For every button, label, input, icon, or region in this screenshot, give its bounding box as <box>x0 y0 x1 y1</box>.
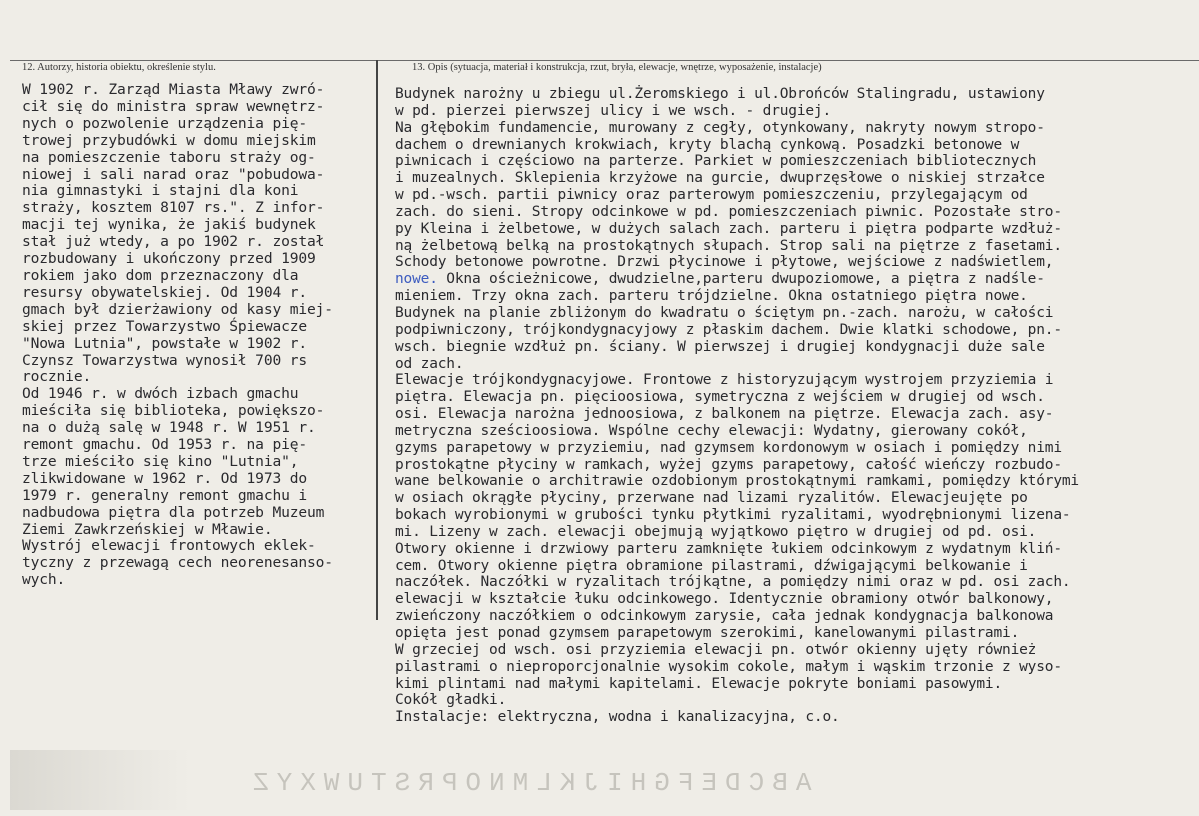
column-divider <box>376 60 378 620</box>
description-part-1: Budynek narożny u zbiegu ul.Żeromskiego i ul.Obrońców Stalingradu, ustawiony w pd. pierzei pierwszej ulicy i we wsch. - drugiej. Na głębokim fundamencie, murowany z cegły, otynkowany, nakryty nowym stropo- dachem o drewnianych krokwiach, kryty blachą cynkową. Posadzki betonowe w piwnicach i częściowo na parterze. Parkiet w pomieszczeniach bibliotecznych i muzealnych. Sklepienia krzyżowe na gurcie, dwuprzęsłowe o niskiej strzałce w pd.-wsch. partii piwnicy oraz parterowym pomieszczeniu, przylegającym od zach. do sieni. Stropy odcinkowe w pd. pomieszczeniach piwnic. Pozostałe stro- py Kleina i żelbetowe, w dużych salach zach. parteru i piętra podparte wzdłuż- ną żelbetową belką na prostokątnych słupach. Strop sali na piętrze z fasetami. Schody betonowe powrotne. Drzwi płycinowe i płytowe, wejściowe z nadświetlem, <box>395 86 1062 271</box>
section-13-title: 13. Opis (sytuacja, materiał i konstrukcja, rzut, bryła, elewacje, wnętrze, wyposażenie, instalacje) <box>412 62 822 73</box>
description-part-2: Okna ościeżnicowe, dwudzielne,parteru dwupoziomowe, a piętra z nadśle- mieniem. Trzy okna zach. parteru trójdzielne. Okna ostatniego piętra nowe. Budynek na planie zbliżonym do kwadratu o ściętym pn.-zach. narożu, w całości podpiwniczony, trójkondygnacyjowy z płaskim dachem. Dwie klatki schodowe, pn.- wsch. biegnie wzdłuż pn. ściany. W pierwszej i drugiej kondygnacji duże sale od zach. Elewacje trójkondygnacyjowe. Frontowe z historyzującym wystrojem przyziemia i piętra. Elewacja pn. pięcioosiowa, symetryczna z wejściem w drugiej od wsch. osi. Elewacja narożna jednoosiowa, z balkonem na piętrze. Elewacja zach. asy- metryczna sześcioosiowa. Wspólne cechy elewacji: Wydatny, gierowany cokół, gzyms parapetowy w przyziemiu, nad gzymsem kordonowym w osiach i pomiędzy nimi prostokątne płyciny w ramkach, wyżej gzyms parapetowy, całość wieńczy rozbudo- wane belkowanie o architrawie ozdobionym prostokątnymi ramkami, pomiędzy którymi w osiach okrągłe płyciny, przerwane nad lizami ryzalitów. Elewacjeujęte po bokach wyrobionymi w grubości tynku płytkimi ryzalitami, wyodrębnionymi lizena- mi. Lizeny w zach. elewacji obejmują wyjątkowo piętro w drugiej od pd. osi. Otwory okienne i drzwiowy parteru zamknięte łukiem odcinkowym z wydatnym kliń- cem. Otwory okienne piętra obramione pilastrami, dźwigającymi belkowanie i naczółek. Naczółki w ryzalitach trójkątne, a pomiędzy nimi oraz w pd. osi zach. elewacji w kształcie łuku odcinkowego. Identycznie obramiony otwór balkonowy, zwieńczony naczółkiem o odcinkowym zarysie, cała jednak kondygnacja balkonowa opięta jest ponad gzymsem parapetowym szerokimi, kanelowanymi pilastrami. W grzeciej od wsch. osi przyziemia elewacji pn. otwór okienny ujęty również pilastrami o nieproporcjonalnie wysokim cokole, małym i wąskim trzonie z wyso- kimi plintami nad małymi kapitelami. Elewacje pokryte boniami pasowymi. Cokół gładki. Instalacje: elektryczna, wodna i kanalizacyjna, c.o. <box>395 271 1079 726</box>
section-12-title: 12. Autorzy, historia obiektu, określenie stylu. <box>22 62 216 73</box>
bleed-through-alphabet-decor: ABCDEFGHIJKLMNOPRSTUWXYZ <box>245 768 812 798</box>
bleed-through-smudge <box>10 750 190 810</box>
history-text: W 1902 r. Zarząd Miasta Mławy zwró- cił się do ministra spraw wewnętrz- nych o pozwolenie urządzenia pię- trowej przybudówki w domu miejskim na pomieszczenie taboru straży og- niowej i sali narad oraz "pobudowa- nia gimnastyki i stajni dla koni straży, kosztem 8107 rs.". Z infor- macji tej wynika, że jakiś budynek stał już wtedy, a po 1902 r. został rozbudowany i ukończony przed 1909 rokiem jako dom przeznaczony dla resursy obywatelskiej. Od 1904 r. gmach był dzierżawiony od kasy miej- skiej przez Towarzystwo Śpiewacze "Nowa Lutnia", powstałe w 1902 r. Czynsz Towarzystwa wynosił 700 rs rocznie. Od 1946 r. w dwóch izbach gmachu mieściła się biblioteka, powiększo- na o dużą salę w 1948 r. W 1951 r. remont gmachu. Od 1953 r. na pię- trze mieściło się kino "Lutnia", zlikwidowane w 1962 r. Od 1973 do 1979 r. generalny remont gmachu i nadbudowa piętra dla potrzeb Muzeum Ziemi Zawkrzeńskiej w Mławie. Wystrój elewacji frontowych eklek- tyczny z przewagą cech neorenesanso- wych. <box>22 81 333 589</box>
header-rule <box>10 60 1199 61</box>
stamped-word: nowe. <box>395 271 438 288</box>
description-text <box>395 86 1079 726</box>
